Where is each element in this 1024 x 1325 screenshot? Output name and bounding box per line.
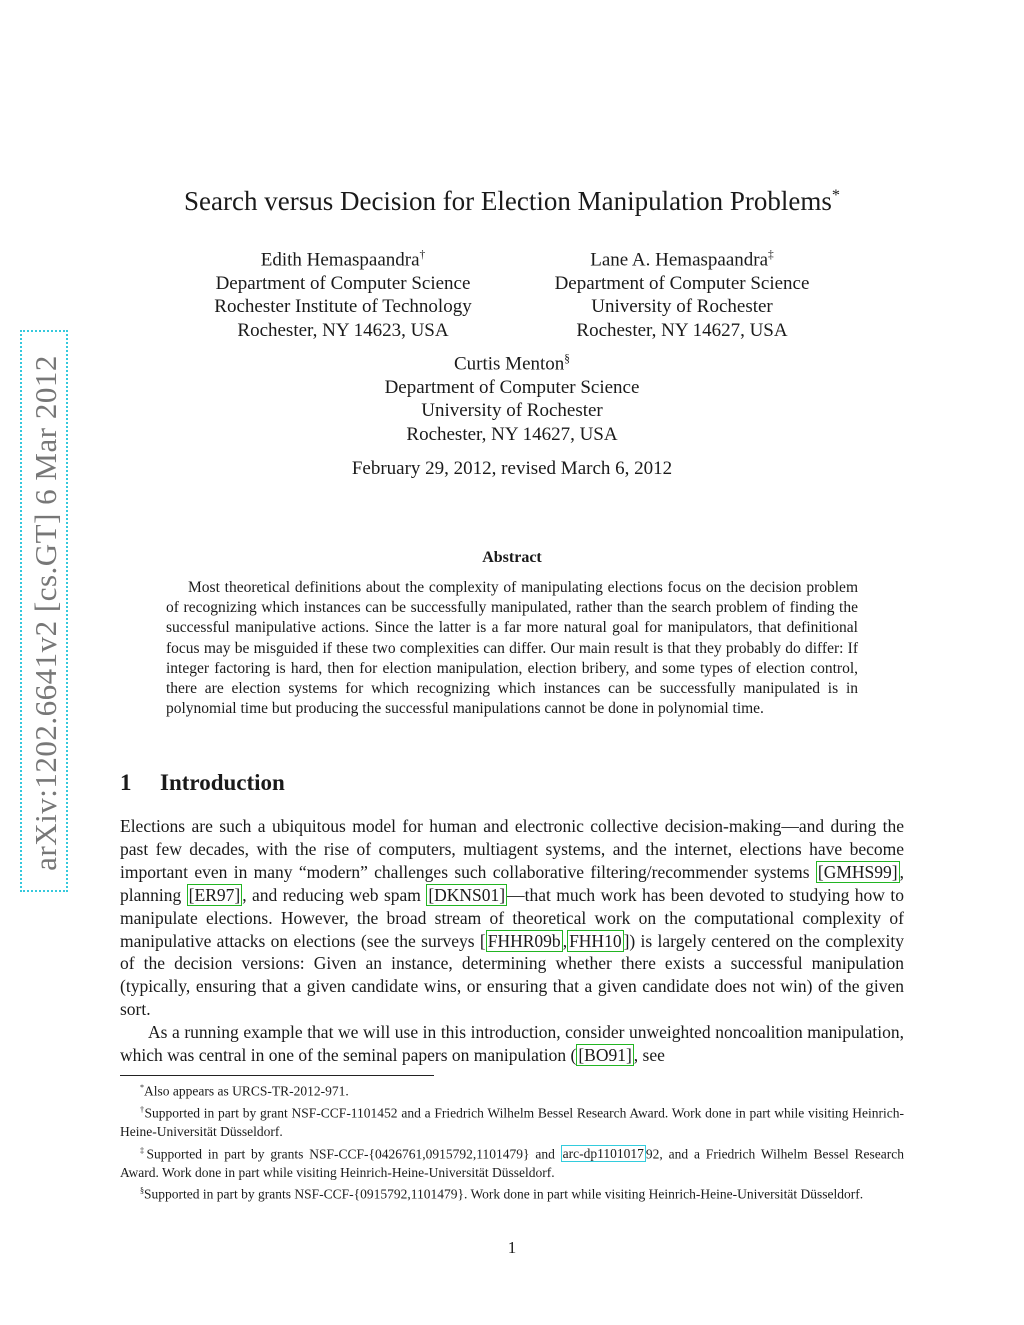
author-block-2 <box>507 244 857 342</box>
grant-link[interactable]: arc-dp1101017 <box>562 1146 644 1162</box>
body-text <box>120 815 904 1067</box>
author-footnote-mark[interactable]: § <box>564 353 570 365</box>
section-number: 1 <box>120 770 132 795</box>
footnote-text: Supported in part by grant NSF-CCF-1101452 and a Friedrich Wilhelm Bessel Research Award. Work done in part while visiting Heinrich-Heine-Universität Düsseldorf. <box>120 1105 904 1140</box>
footnote-text: Also appears as URCS-TR-2012-971. <box>144 1083 349 1099</box>
citation-fhhr09b[interactable]: FHHR09b <box>487 930 561 951</box>
title-text: Search versus Decision for Election Manipulation Problems <box>184 186 832 216</box>
paper-title <box>0 186 1024 217</box>
footnote-mark: * <box>140 1083 145 1092</box>
text-run: Elections are such a ubiquitous model for human and electronic collective decision-making—and during the past few decades, with the rise of computers, multiagent systems, and the internet, elections have become important even in many “modern” challenges such collaborative filtering/recommender systems <box>120 816 904 882</box>
comma: , <box>562 930 568 951</box>
abstract-text: Most theoretical definitions about the complexity of manipulating elections focus on the decision problem of recognizing which instances can be successfully manipulated, rather than the search problem of finding the successful manipulative actions. Since the latter is a far more natural goal for manipulators, that definitional focus may be misguided if these two complexities can differ. Our main result is that they probably do differ: If integer factoring is hard, then for election manipulation, election bribery, and some types of election control, there are election systems for which recognizing which instances can be successfully manipulated is in polynomial time but producing the successful manipulations cannot be done in polynomial time. <box>166 579 858 718</box>
footnote-1 <box>120 1079 904 1101</box>
text-run: As a running example that we will use in this introduction, consider unweighted noncoalition manipulation, which was central in one of the seminal papers on manipulation ( <box>120 1022 904 1066</box>
arxiv-sidebar[interactable] <box>20 330 68 892</box>
footnote-mark: ‡ <box>140 1145 147 1155</box>
author-name: Edith Hemaspaandra <box>260 249 420 271</box>
author-name: Curtis Menton <box>453 353 565 375</box>
footnote-text: 92, and a Friedrich Wilhelm Bessel Research Award. Work done in part while visiting Heinrich-Heine-Universität Düsseldorf. <box>120 1146 905 1180</box>
author-name: Lane A. Hemaspaandra <box>590 249 769 271</box>
text-run: , see <box>633 1045 665 1066</box>
title-footnote-mark[interactable]: * <box>831 186 840 204</box>
paragraph-1 <box>120 815 904 1021</box>
author-department: Department of Computer Science <box>215 272 471 294</box>
footnotes <box>120 1079 904 1205</box>
text-run: , planning <box>120 861 904 905</box>
footnote-3 <box>120 1142 904 1183</box>
footnote-text: Supported in part by grants NSF-CCF-{0426761,0915792,1101479} and <box>146 1146 561 1162</box>
arxiv-stamp: arXiv:1202.6641v2 [cs.GT] 6 Mar 2012 <box>28 355 63 871</box>
text-run: , and reducing web spam <box>242 884 427 905</box>
citation-bo91[interactable]: [BO91] <box>578 1045 632 1066</box>
footnote-mark: † <box>140 1105 145 1115</box>
author-institution: Rochester Institute of Technology <box>214 296 472 318</box>
citation-dkns01[interactable]: [DKNS01] <box>428 884 506 905</box>
citation-gmhs99[interactable]: [GMHS99] <box>817 861 898 882</box>
author-institution: University of Rochester <box>591 296 773 318</box>
text-run: ) is largely centered on the complexity of the decision versions: Given an instance, determining whether there exists a successful manipulation (typically, ensuring that a given candidate wins, or ensuring that a given candidate does not win) of the given sort. <box>120 930 904 1020</box>
author-department: Department of Computer Science <box>554 272 810 294</box>
footnote-rule <box>120 1075 434 1076</box>
footnote-2 <box>120 1101 904 1142</box>
author-address: Rochester, NY 14627, USA <box>406 423 618 445</box>
page-number: 1 <box>507 1238 517 1257</box>
bracket: ] <box>623 930 630 951</box>
author-footnote-mark[interactable]: ‡ <box>768 249 774 261</box>
author-department: Department of Computer Science <box>384 376 640 398</box>
paper-date: February 29, 2012, revised March 6, 2012 <box>351 458 673 479</box>
text-run: —that much work has been devoted to studying how to manipulate elections. However, the broad stream of theoretical work on the computational complexity of manipulative attacks on elections (see the surveys <box>120 884 904 951</box>
citation-fhh10[interactable]: FHH10 <box>569 930 622 951</box>
author-footnote-mark[interactable]: † <box>419 249 426 261</box>
author-block-1 <box>168 244 518 342</box>
footnote-mark: § <box>140 1186 145 1196</box>
abstract-heading: Abstract <box>482 549 542 566</box>
author-block-3 <box>337 348 687 446</box>
section-title: Introduction <box>160 770 285 795</box>
citation-er97[interactable]: [ER97] <box>188 884 241 905</box>
paragraph-2 <box>120 1021 904 1067</box>
footnote-4 <box>120 1182 904 1204</box>
section-heading <box>120 770 285 796</box>
footnote-text: Supported in part by grants NSF-CCF-{0915792,1101479}. Work done in part while visiting Heinrich-Heine-Universität Düsseldorf. <box>144 1186 864 1202</box>
author-institution: University of Rochester <box>421 400 603 422</box>
author-address: Rochester, NY 14627, USA <box>576 319 788 341</box>
bracket: [ <box>479 930 486 951</box>
author-address: Rochester, NY 14623, USA <box>237 319 449 341</box>
